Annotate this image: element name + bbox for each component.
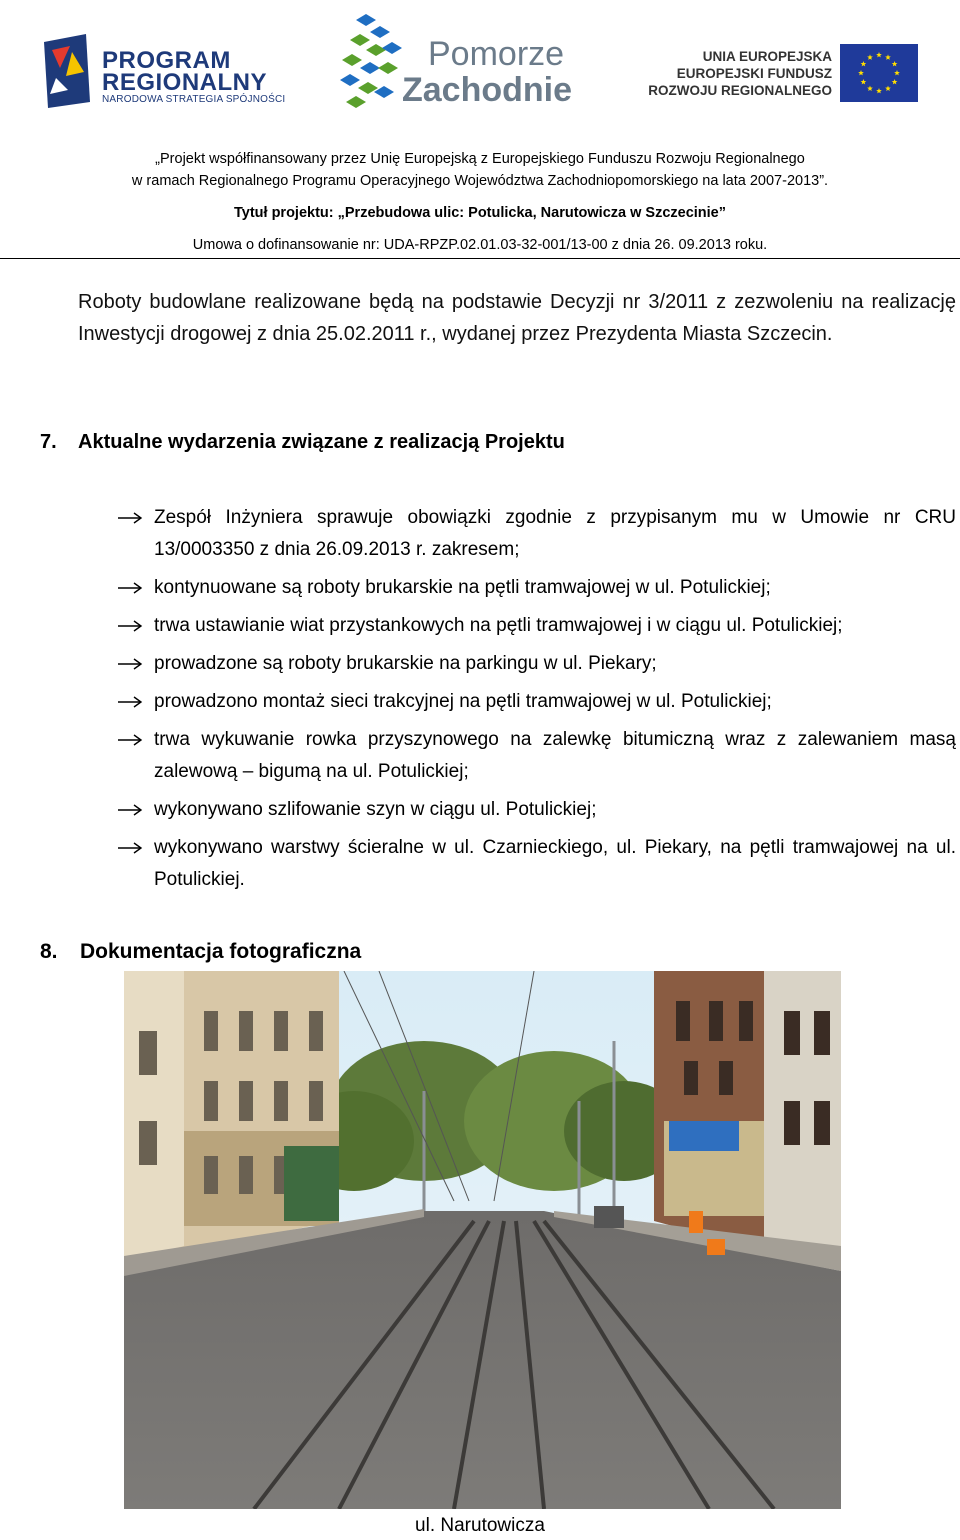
section-7-list — [0, 502, 960, 902]
section-8-heading — [40, 936, 361, 968]
list-item — [0, 794, 960, 826]
arrow-bullet-icon — [116, 803, 144, 817]
program-regionalny-subtitle: NARODOWA STRATEGIA SPÓJNOŚCI — [102, 94, 286, 105]
eu-star-icon — [861, 79, 867, 84]
unia-europejska-text — [636, 48, 832, 99]
contract-line: Umowa o dofinansowanie nr: UDA-RPZP.02.01.03-32-001/13-00 z dnia 26. 09.2013 roku. — [192, 237, 768, 253]
eu-star-icon — [894, 70, 900, 75]
list-item-text: trwa wykuwanie rowka przyszynowego na zalewkę bitumiczną wraz z zalewaniem masą zalewową – bigumą na ul. Potulickiej; — [154, 729, 956, 782]
list-item — [0, 610, 960, 642]
arrow-bullet-icon — [116, 581, 144, 595]
unia-europejska-logo — [636, 44, 926, 104]
arrow-bullet-icon — [116, 733, 144, 747]
list-item — [0, 648, 960, 680]
tram-track-street-photo-icon — [124, 971, 841, 1509]
pomorze-zachodnie-logo — [336, 10, 576, 112]
eu-star-icon — [867, 54, 873, 59]
eu-star-icon — [885, 54, 891, 59]
program-regionalny-emblem-icon — [38, 32, 98, 112]
section-8-title: Dokumentacja fotograficzna — [80, 940, 362, 963]
header-line-1: „Projekt współfinansowany przez Unię Europejską z Europejskiego Funduszu Rozwoju Regionalnego — [155, 151, 805, 167]
eu-flag-icon — [840, 44, 918, 102]
project-title-line: Tytuł projektu: „Przebudowa ulic: Potulicka, Narutowicza w Szczecinie” — [233, 205, 727, 221]
eu-star-icon — [892, 61, 898, 66]
list-item-text: prowadzone są roboty brukarskie na parkingu w ul. Piekary; — [154, 653, 657, 674]
list-item — [0, 832, 960, 896]
eu-star-icon — [876, 52, 882, 57]
pomorze-text: Pomorze — [428, 35, 565, 73]
ue-line1: UNIA EUROPEJSKA — [702, 49, 832, 64]
eu-star-icon — [876, 88, 882, 93]
list-item-text: wykonywano szlifowanie szyn w ciągu ul. Potulickiej; — [154, 799, 597, 820]
zachodnie-text: Zachodnie — [402, 71, 573, 109]
arrow-bullet-icon — [116, 657, 144, 671]
eu-star-icon — [858, 70, 864, 75]
logo-bar — [0, 0, 960, 130]
section-7-number: 7. — [40, 431, 57, 453]
project-header — [0, 148, 960, 256]
section-7-title: Aktualne wydarzenia związane z realizacją Projektu — [78, 431, 565, 453]
arrow-bullet-icon — [116, 619, 144, 633]
list-item-text: kontynuowane są roboty brukarskie na pętli tramwajowej w ul. Potulickiej; — [154, 577, 771, 598]
list-item-text: wykonywano warstwy ścieralne w ul. Czarnieckiego, ul. Piekary, na pętli tramwajowej na ul. Potulickiej. — [154, 837, 956, 890]
eu-star-icon — [885, 86, 891, 91]
eu-star-icon — [867, 86, 873, 91]
section-7-heading — [40, 426, 565, 458]
arrow-bullet-icon — [116, 695, 144, 709]
list-item-text: prowadzono montaż sieci trakcyjnej na pętli tramwajowej w ul. Potulickiej; — [154, 691, 772, 712]
arrow-bullet-icon — [116, 511, 144, 525]
arrow-bullet-icon — [116, 841, 144, 855]
eu-star-icon — [892, 79, 898, 84]
list-item — [0, 724, 960, 788]
section-8-number: 8. — [40, 940, 58, 963]
list-item — [0, 572, 960, 604]
photo-caption: ul. Narutowicza — [415, 1515, 545, 1536]
list-item — [0, 502, 960, 566]
program-regionalny-logo — [38, 32, 286, 112]
program-regionalny-title: PROGRAM REGIONALNY — [102, 47, 268, 96]
ue-line2: EUROPEJSKI FUNDUSZ — [676, 66, 832, 81]
header-line-2: w ramach Regionalnego Programu Operacyjnego Województwa Zachodniopomorskiego na lata 2007-2013”. — [131, 173, 829, 189]
list-item-text: trwa ustawianie wiat przystankowych na pętli tramwajowej i w ciągu ul. Potulickiej; — [154, 615, 843, 636]
list-item — [0, 686, 960, 718]
eu-star-icon — [861, 61, 867, 66]
header-divider — [0, 258, 960, 259]
intro-paragraph: Roboty budowlane realizowane będą na podstawie Decyzji nr 3/2011 z zezwoleniu na realizację Inwestycji drogowej z dnia 25.02.2011 r., wydanej przez Prezydenta Miasta Szczecin. — [78, 291, 956, 345]
ue-line3: ROZWOJU REGIONALNEGO — [648, 83, 832, 98]
list-item-text: Zespół Inżyniera sprawuje obowiązki zgodnie z przypisanym mu w Umowie nr CRU 13/0003350 z dnia 26.09.2013 r. zakresem; — [154, 507, 956, 560]
street-photo — [124, 971, 841, 1509]
